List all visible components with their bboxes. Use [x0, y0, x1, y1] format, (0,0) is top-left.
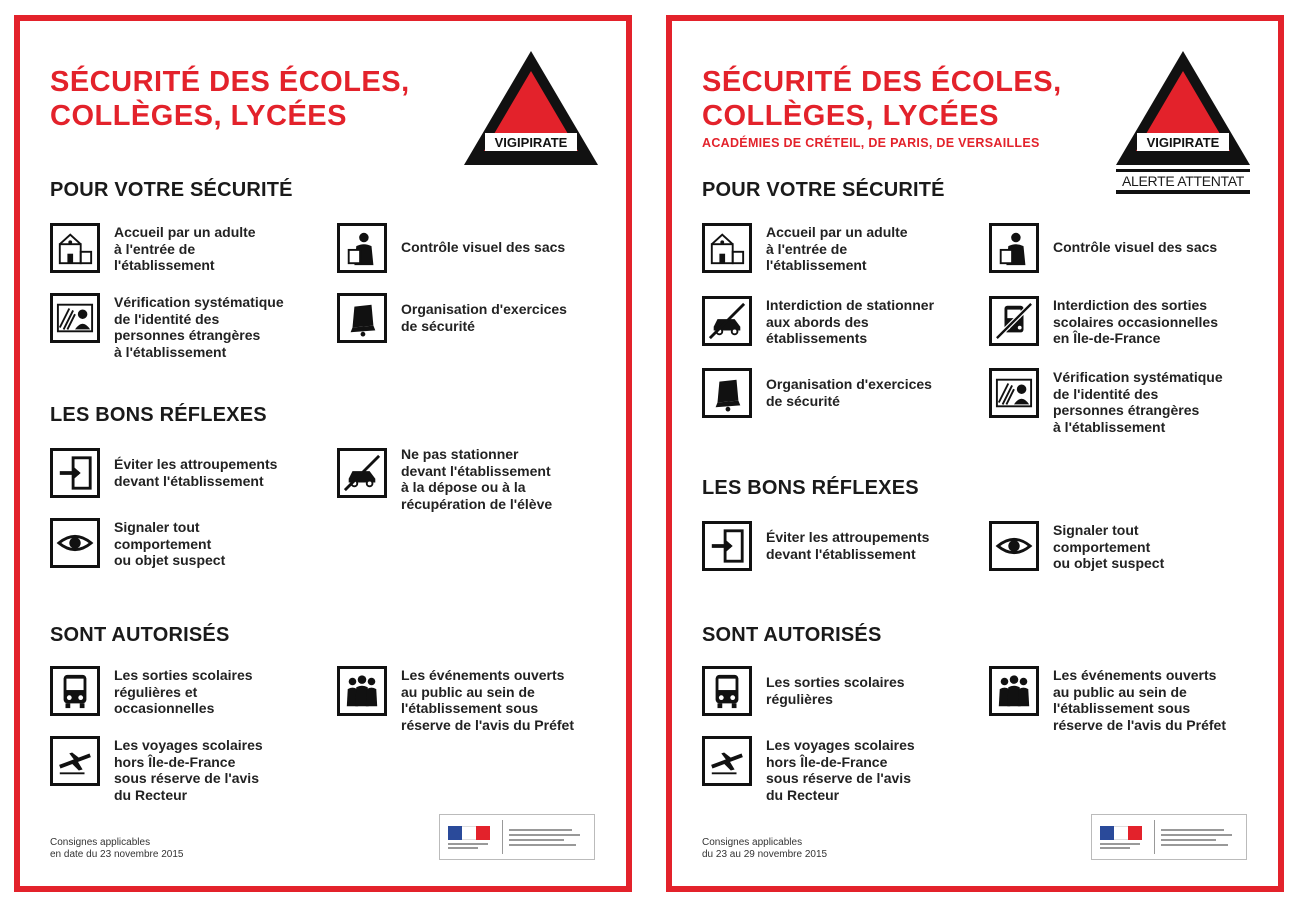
poster-subtitle: ACADÉMIES DE CRÉTEIL, DE PARIS, DE VERSAILLES: [702, 136, 1040, 150]
item-label: Les voyages scolaires hors Île-de-France sous réserve de l'avis du Recteur: [114, 737, 263, 803]
no-parking-car-icon: [702, 296, 752, 346]
poster-title: [50, 65, 410, 133]
bus-icon: [50, 666, 100, 716]
item-label: Les sorties scolaires régulières: [766, 674, 905, 707]
title-line-1: SÉCURITÉ DES ÉCOLES,: [50, 66, 410, 98]
item-label: Interdiction des sorties scolaires occasionnelles en Île-de-France: [1053, 297, 1218, 346]
section-heading-securite: POUR VOTRE SÉCURITÉ: [702, 179, 945, 201]
vigipirate-triangle-icon: [1113, 47, 1253, 167]
title-line-2: COLLÈGES, LYCÉES: [702, 100, 999, 132]
logo-text: VIGIPIRATE: [494, 135, 568, 150]
section-heading-reflexes: LES BONS RÉFLEXES: [50, 404, 267, 426]
bell-icon: [702, 368, 752, 418]
section-heading-autorises: SONT AUTORISÉS: [50, 624, 230, 646]
bag-check-icon: [989, 223, 1039, 273]
item-signaler: [989, 521, 1253, 572]
item-label: Signaler tout comportement ou objet suspect: [114, 519, 226, 568]
eye-icon: [50, 518, 100, 568]
section-heading-securite: POUR VOTRE SÉCURITÉ: [50, 179, 293, 201]
airplane-icon: [50, 736, 100, 786]
item-exercices: [337, 293, 601, 343]
item-signaler: [50, 518, 314, 569]
airplane-icon: [702, 736, 752, 786]
item-label: Interdiction de stationner aux abords des établissements: [766, 297, 935, 346]
item-label: Contrôle visuel des sacs: [1053, 239, 1218, 255]
item-attroupements: [702, 521, 966, 571]
school-icon: [702, 223, 752, 273]
item-label: Vérification systématique de l'identité des personnes étrangères à l'établissement: [114, 294, 284, 360]
item-exercices: [702, 368, 966, 418]
vigipirate-triangle-icon: [461, 47, 601, 167]
item-interdiction-stationner: [702, 296, 976, 347]
logo-text: VIGIPIRATE: [1146, 135, 1220, 150]
poster-title: [702, 65, 1062, 133]
republique-francaise-logo: [1091, 814, 1247, 860]
item-label: Contrôle visuel des sacs: [401, 239, 566, 255]
section-heading-autorises: SONT AUTORISÉS: [702, 624, 882, 646]
section-heading-reflexes: LES BONS RÉFLEXES: [702, 477, 919, 499]
school-icon: [50, 223, 100, 273]
item-stationner: [337, 448, 601, 512]
item-accueil: [50, 223, 314, 274]
title-line-1: SÉCURITÉ DES ÉCOLES,: [702, 66, 1062, 98]
crowd-icon: [337, 666, 387, 716]
crowd-icon: [989, 666, 1039, 716]
footer-note: Consignes applicables du 23 au 29 novembre 2015: [702, 837, 828, 860]
vigipirate-logo: [461, 47, 601, 167]
item-label: Les sorties scolaires régulières et occasionnelles: [114, 667, 253, 716]
item-label: Vérification systématique de l'identité des personnes étrangères à l'établissement: [1053, 369, 1223, 435]
item-label: Éviter les attroupements devant l'établissement: [114, 456, 278, 489]
item-voyages: [50, 736, 314, 803]
exit-arrow-icon: [702, 521, 752, 571]
no-bus-icon: [989, 296, 1039, 346]
marianne-flag-icon: [446, 820, 496, 854]
item-label: Ne pas stationner devant l'établissement à la dépose ou à la récupération de l'élève: [401, 446, 553, 512]
eye-icon: [989, 521, 1039, 571]
item-interdiction-sorties: [989, 296, 1253, 347]
poster-1: [14, 15, 632, 892]
item-label: Accueil par un adulte à l'entrée de l'établissement: [766, 224, 908, 273]
no-parking-car-icon: [337, 448, 387, 498]
title-line-2: COLLÈGES, LYCÉES: [50, 100, 347, 132]
item-controle-sacs: [989, 223, 1253, 273]
item-voyages: [702, 736, 966, 803]
marianne-flag-icon: [1098, 820, 1148, 854]
poster-2: [666, 15, 1284, 892]
item-sorties: [50, 666, 314, 717]
republique-francaise-logo: [439, 814, 595, 860]
item-label: Signaler tout comportement ou objet suspect: [1053, 522, 1165, 571]
bus-icon: [702, 666, 752, 716]
item-sorties: [702, 666, 966, 716]
id-card-icon: [50, 293, 100, 343]
alerte-attentat-label: ALERTE ATTENTAT: [1116, 169, 1250, 194]
item-label: Les événements ouverts au public au sein de l'établissement sous réserve de l'avis du Préfet: [1053, 667, 1226, 733]
vigipirate-logo: [1113, 47, 1253, 194]
item-verification: [989, 368, 1253, 435]
item-evenements: [989, 666, 1263, 733]
footer-note: Consignes applicables en date du 23 novembre 2015: [50, 837, 184, 860]
exit-arrow-icon: [50, 448, 100, 498]
id-card-icon: [989, 368, 1039, 418]
item-label: Organisation d'exercices de sécurité: [401, 301, 567, 334]
item-label: Organisation d'exercices de sécurité: [766, 376, 932, 409]
item-label: Les voyages scolaires hors Île-de-France sous réserve de l'avis du Recteur: [766, 737, 915, 803]
item-evenements: [337, 666, 611, 733]
item-controle-sacs: [337, 223, 601, 273]
item-label: Éviter les attroupements devant l'établissement: [766, 529, 930, 562]
item-label: Les événements ouverts au public au sein de l'établissement sous réserve de l'avis du Préfet: [401, 667, 574, 733]
bell-icon: [337, 293, 387, 343]
item-accueil: [702, 223, 966, 274]
item-label: Accueil par un adulte à l'entrée de l'établissement: [114, 224, 256, 273]
item-verification: [50, 293, 314, 360]
item-attroupements: [50, 448, 314, 498]
bag-check-icon: [337, 223, 387, 273]
